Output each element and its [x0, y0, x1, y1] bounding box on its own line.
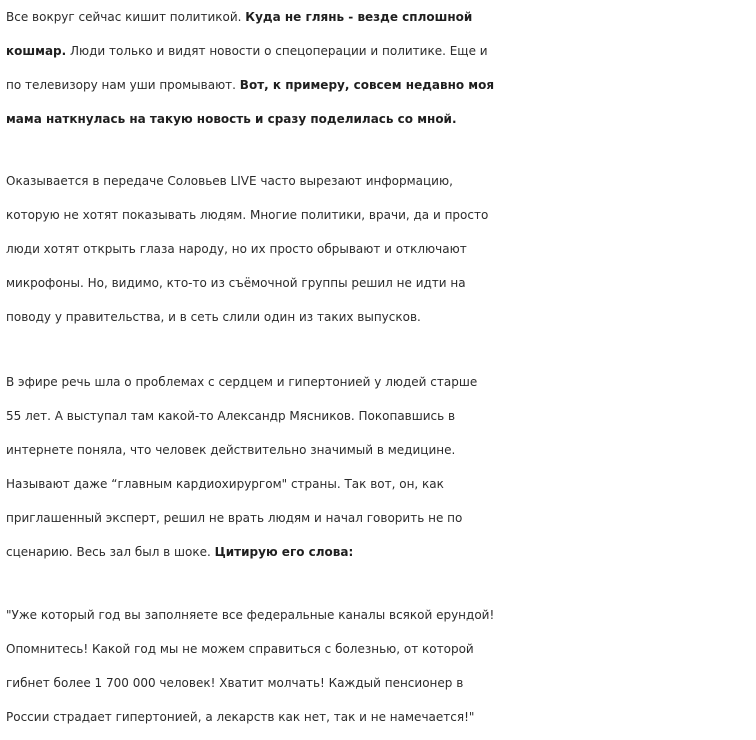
text-line: [6, 232, 754, 266]
text-line: [6, 68, 754, 102]
text-line: [6, 501, 754, 535]
text-line: [6, 700, 754, 734]
text-line: [6, 666, 754, 700]
article-body: [6, 0, 754, 734]
paragraph-intro: [6, 0, 754, 136]
text-line: [6, 0, 754, 34]
text-run: Все вокруг сейчас кишит политикой.: [6, 10, 246, 24]
bold-text-run: кошмар.: [6, 44, 67, 58]
text-run: по телевизору нам уши промывают.: [6, 78, 240, 92]
text-run: В эфире речь шла о проблемах с сердцем и гипертонией у людей старше: [6, 375, 478, 389]
text-run: интернете поняла, что человек действительно значимый в медицине.: [6, 443, 456, 457]
text-run: 55 лет. А выступал там какой-то Александр Мясников. Покопавшись в: [6, 409, 456, 423]
text-line: [6, 164, 754, 198]
bold-text-run: Вот, к примеру, совсем недавно моя: [239, 78, 495, 92]
text-run: "Уже который год вы заполняете все федеральные каналы всякой ерундой!: [6, 608, 495, 622]
text-run: приглашенный эксперт, решил не врать людям и начал говорить не по: [6, 511, 463, 525]
text-line: [6, 598, 754, 632]
paragraph-solovyov-live: [6, 164, 754, 334]
paragraph-quote: [6, 598, 754, 734]
text-run: Люди только и видят новости о спецоперации и политике. Еще и: [66, 44, 488, 58]
bold-text-run: Цитирую его слова:: [214, 545, 354, 559]
text-line: [6, 198, 754, 232]
bold-text-run: Куда не глянь - везде сплошной: [245, 10, 473, 24]
text-run: Опомнитесь! Какой год мы не можем справиться с болезнью, от которой: [6, 642, 474, 656]
text-run: Называют даже “главным кардиохирургом" страны. Так вот, он, как: [6, 477, 444, 491]
text-line: [6, 102, 754, 136]
text-run: Оказывается в передаче Соловьев LIVE часто вырезают информацию,: [6, 174, 453, 188]
text-line: [6, 632, 754, 666]
text-line: [6, 535, 754, 569]
text-run: гибнет более 1 700 000 человек! Хватит молчать! Каждый пенсионер в: [6, 676, 464, 690]
text-line: [6, 433, 754, 467]
text-run: которую не хотят показывать людям. Многие политики, врачи, да и просто: [6, 208, 489, 222]
text-line: [6, 365, 754, 399]
text-run: микрофоны. Но, видимо, кто-то из съёмочной группы решил не идти на: [6, 276, 466, 290]
text-run: России страдает гипертонией, а лекарств как нет, так и не намечается!": [6, 710, 475, 724]
text-line: [6, 399, 754, 433]
text-run: люди хотят открыть глаза народу, но их просто обрывают и отключают: [6, 242, 467, 256]
text-run: сценарию. Весь зал был в шоке.: [6, 545, 215, 559]
text-run: поводу у правительства, и в сеть слили один из таких выпусков.: [6, 310, 421, 324]
text-line: [6, 34, 754, 68]
text-line: [6, 300, 754, 334]
text-line: [6, 266, 754, 300]
paragraph-myasnikov: [6, 365, 754, 569]
bold-text-run: мама наткнулась на такую новость и сразу поделилась со мной.: [6, 112, 457, 126]
text-line: [6, 467, 754, 501]
